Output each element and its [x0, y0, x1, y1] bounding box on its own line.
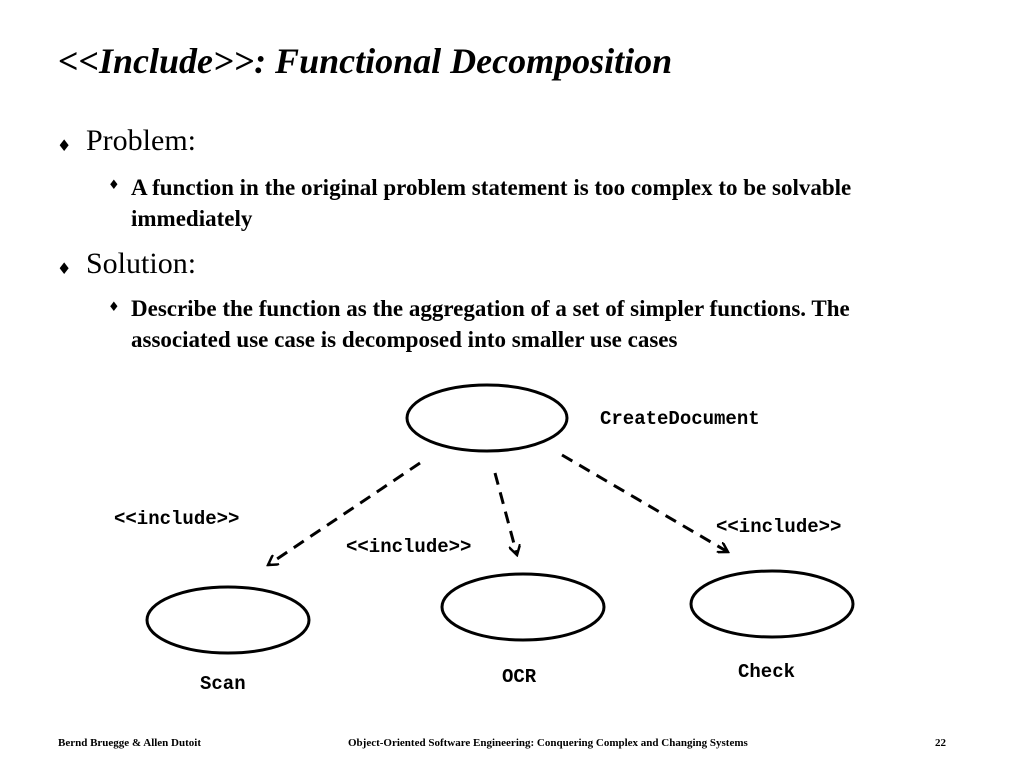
- check-label: Check: [738, 661, 796, 683]
- create-document-use-case: [407, 385, 567, 451]
- solution-heading: Solution:: [86, 247, 197, 280]
- bullet-diamond-icon: ♦: [57, 259, 72, 278]
- page-number: 22: [935, 737, 946, 749]
- include-label-ocr: <<include>>: [346, 536, 472, 558]
- bullet-diamond-icon: ♦: [57, 136, 72, 155]
- slide-title: <<Include>>: Functional Decomposition: [58, 41, 673, 81]
- include-arrow-check: [562, 455, 728, 552]
- solution-detail: Describe the function as the aggregation of a set of simpler functions. The associated use case is decomposed into smaller use cases: [131, 296, 850, 352]
- sub-bullet-diamond-icon: ♦: [108, 178, 120, 193]
- problem-detail: A function in the original problem statement is too complex to be solvable immediately: [131, 175, 852, 231]
- problem-heading: Problem:: [86, 124, 196, 157]
- check-use-case: [691, 571, 853, 637]
- ocr-use-case: [442, 574, 604, 640]
- sub-bullet-diamond-icon: ♦: [108, 300, 120, 315]
- ocr-label: OCR: [502, 666, 537, 688]
- create-document-label: CreateDocument: [600, 408, 760, 430]
- include-label-scan: <<include>>: [114, 508, 240, 530]
- include-arrow-ocr: [495, 473, 517, 555]
- include-label-check: <<include>>: [716, 516, 842, 538]
- footer-book-title: Object-Oriented Software Engineering: Conquering Complex and Changing Systems: [348, 737, 748, 749]
- footer-authors: Bernd Bruegge & Allen Dutoit: [58, 737, 201, 749]
- scan-use-case: [147, 587, 309, 653]
- scan-label: Scan: [200, 673, 246, 695]
